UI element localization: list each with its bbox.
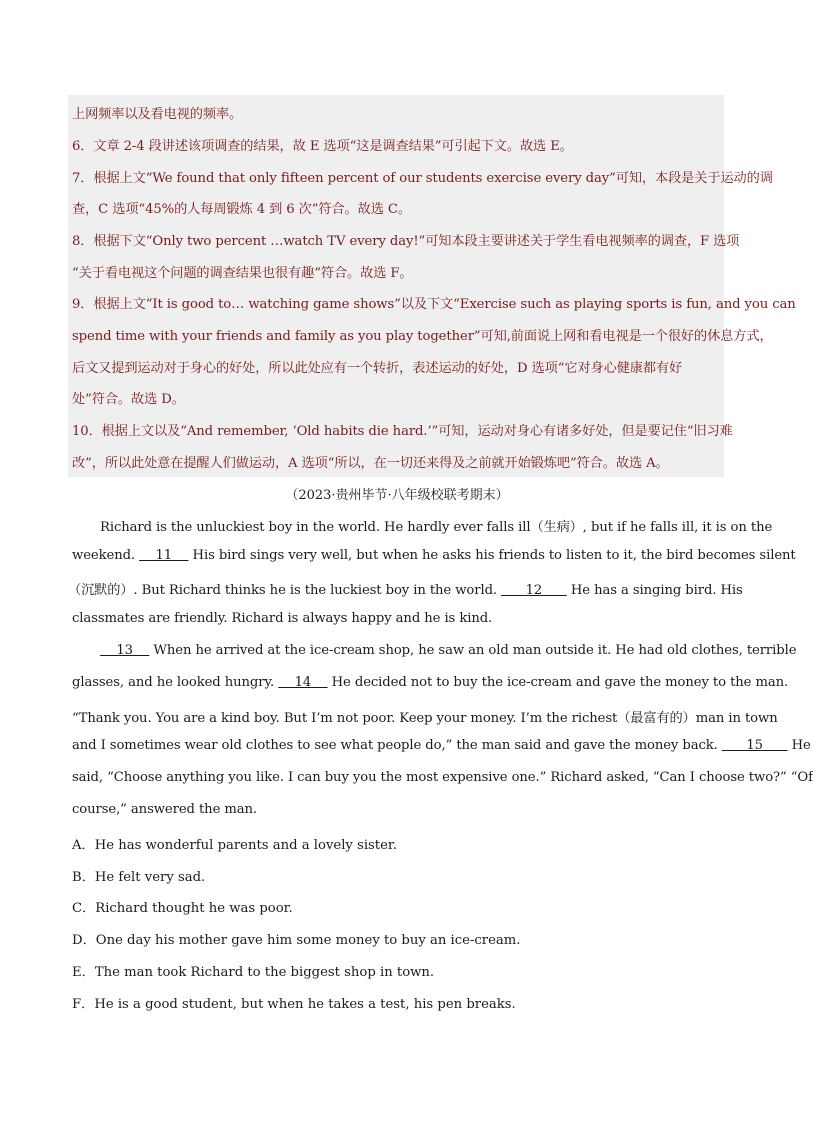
blank-12[interactable]: 12: [501, 583, 567, 598]
passage-line: [72, 675, 788, 690]
blank-15[interactable]: 15: [721, 738, 788, 753]
answer-line: 查，C 选项“45%的人每周锻炼 4 到 6 次”符合。故选 C。: [72, 202, 411, 217]
answer-explanation-box: [68, 95, 796, 477]
option-e[interactable]: E．The man took Richard to the biggest shop in town.: [72, 965, 435, 980]
answer-line: 处”符合。故选 D。: [72, 392, 185, 407]
option-c[interactable]: C．Richard thought he was poor.: [72, 901, 293, 916]
passage-line: [72, 738, 811, 753]
passage-text: weekend.: [72, 548, 140, 563]
blank-13[interactable]: 13: [100, 643, 150, 658]
passage-line: said, “Choose anything you like. I can buy you the most expensive one.” Richard asked, “Can I choose two?” “Of: [72, 770, 813, 785]
answer-line: 7．根据上文“We found that only fifteen percent of our students exercise every day”可知，本段是关于运动的调: [72, 171, 773, 186]
passage-text: （沉默的）. But Richard thinks he is the luckiest boy in the world.: [68, 583, 502, 598]
passage-line: [68, 579, 743, 598]
blank-11[interactable]: 11: [139, 548, 189, 563]
answer-line: 8．根据下文“Only two percent …watch TV every day!”可知本段主要讲述关于学生看电视频率的调查，F 选项: [72, 234, 740, 249]
passage-text: He has a singing bird. His: [566, 583, 743, 598]
answer-line: 10．根据上文以及“And remember, ‘Old habits die hard.’”可知，运动对身心有诸多好处，但是要记住“旧习难: [72, 424, 733, 439]
answer-line: 上网频率以及看电视的频率。: [72, 107, 243, 122]
answer-line: 9．根据上文“It is good to… watching game shows”以及下文“Exercise such as playing sports is fun, and you can: [72, 297, 796, 312]
passage-text: and I sometimes wear old clothes to see what people do,” the man said and gave the money back.: [72, 738, 722, 753]
option-f[interactable]: F．He is a good student, but when he takes a test, his pen breaks.: [72, 997, 516, 1012]
option-a[interactable]: A．He has wonderful parents and a lovely sister.: [72, 838, 397, 853]
passage-line: Richard is the unluckiest boy in the world. He hardly ever falls ill（生病）, but if he falls ill, it is on the: [100, 520, 773, 535]
passage-text: He: [787, 738, 811, 753]
passage-text: When he arrived at the ice-cream shop, he saw an old man outside it. He had old clothes, terrible: [149, 643, 797, 658]
passage-line: “Thank you. You are a kind boy. But I’m not poor. Keep your money. I’m the richest（最富有的）man in town: [72, 711, 778, 726]
answer-line: 后文又提到运动对于身心的好处，所以此处应有一个转折，表述运动的好处，D 选项“它对身心健康都有好: [72, 361, 683, 376]
passage-text: His bird sings very well, but when he asks his friends to listen to it, the bird becomes silent: [188, 548, 796, 563]
blank-14[interactable]: 14: [278, 675, 328, 690]
answer-line: 6．文章 2-4 段讲述该项调查的结果，故 E 选项“这是调查结果”可引起下文。故选 E。: [72, 139, 573, 154]
answer-line: spend time with your friends and family as you play together”可知,前面说上网和看电视是一个很好的休息方式，: [72, 329, 773, 344]
passage-line: classmates are friendly. Richard is always happy and he is kind.: [72, 611, 493, 626]
option-d[interactable]: D．One day his mother gave him some money to buy an ice-cream.: [72, 933, 521, 948]
passage-line: course,” answered the man.: [72, 802, 258, 817]
passage-line: [100, 643, 796, 658]
passage-line: [72, 548, 796, 563]
passage-text: He decided not to buy the ice-cream and gave the money to the man.: [327, 675, 789, 690]
passage-text: glasses, and he looked hungry.: [72, 675, 279, 690]
answer-line: “关于看电视这个问题的调查结果也很有趣”符合。故选 F。: [72, 266, 413, 281]
answer-line: 改”，所以此处意在提醒人们做运动，A 选项“所以，在一切还来得及之前就开始锻炼吧”符合。故选 A。: [72, 456, 669, 471]
option-b[interactable]: B．He felt very sad.: [72, 870, 206, 885]
exam-source-title: （2023·贵州毕节·八年级校联考期末）: [285, 488, 509, 503]
